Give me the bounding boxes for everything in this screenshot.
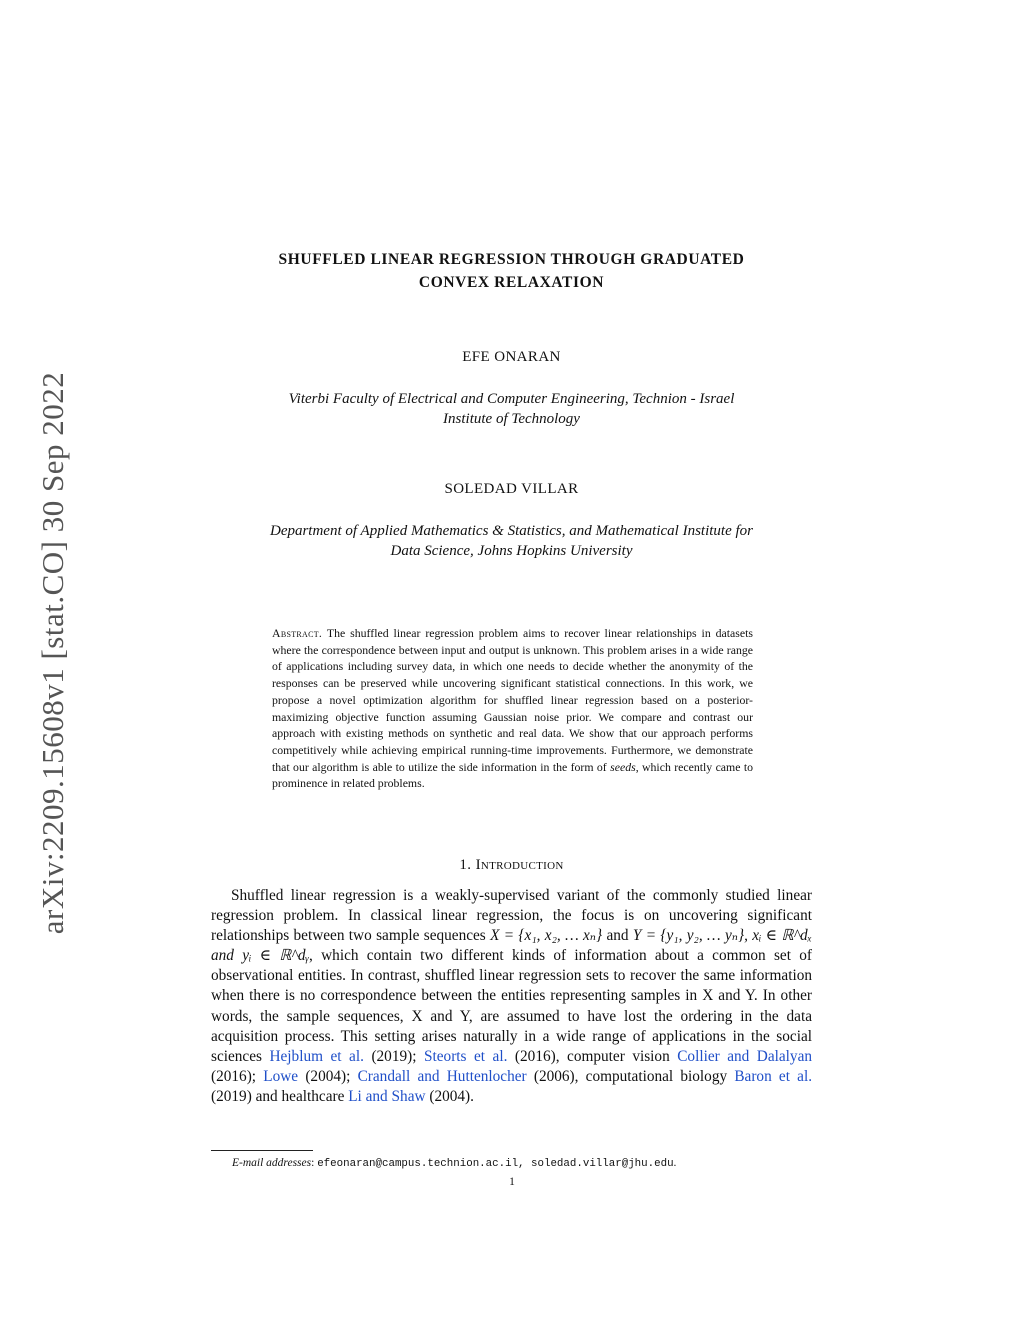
math-sequence-x: X = {x₁, x₂, … xₙ} [490,927,603,945]
citation-year: (2019) [211,1087,252,1105]
author-1-affil-line-2: Institute of Technology [443,411,580,427]
section-heading-introduction [211,857,812,874]
abstract-label: Abstract. [272,626,323,640]
abstract-seeds-term: seeds [610,759,636,774]
section-number: 1. [459,857,472,873]
intro-text-1: Shuffled linear regression is a weakly-supervised variant of the commonly studied linear regression problem. In classical linear regression, the focus is on uncovering significant relationships between two sample sequences [211,887,812,945]
intro-text-6: and healthcare [251,1087,349,1105]
section-title: Introduction [475,857,564,873]
citation-crandall-huttenlocher[interactable]: Crandall and Huttenlocher [357,1067,527,1085]
paper-title [211,248,812,294]
intro-text-4: , computer vision [555,1047,678,1065]
author-2-name: SOLEDAD VILLAR [444,481,579,497]
page-number: 1 [509,1176,515,1188]
arxiv-sidebar-stamp [28,348,78,958]
citation-year: (2004) [429,1087,471,1105]
arxiv-identifier: arXiv:2209.15608v1 [stat.CO] 30 Sep 2022 [35,371,70,935]
citation-year: (2016) [514,1047,556,1065]
author-2-affiliation [205,521,818,561]
citation-year: (2019) [371,1047,413,1065]
author-2-affil-line-2: Data Science, Johns Hopkins University [390,543,633,559]
citation-steorts[interactable]: Steorts et al. [424,1047,508,1065]
citation-separator: ; [346,1067,358,1085]
citation-year: (2004) [305,1067,347,1085]
citation-separator: ; [412,1047,424,1065]
footnote-label: E-mail addresses [232,1157,312,1169]
intro-text-7: . [470,1087,474,1105]
author-2-affil-line-1: Department of Applied Mathematics & Statistics, and Mathematical Institute for [269,523,753,539]
email-addresses: efeonaran@campus.technion.ac.il, soledad.villar@jhu.edu [317,1158,674,1170]
citation-baron[interactable]: Baron et al. [734,1067,813,1085]
author-1-affiliation [205,389,818,429]
intro-text-3: , which contain two different kinds of information about a common set of observational entities. In contrast, shuffled linear regression sets to recover the same information when there is no correspondence between the entities representing samples in X and Y. In other words, the sample sequences, X and Y, are assumed to have lost the ordering in the data acquisition process. This setting arises naturally in a wide range of applications in the social sciences [211,947,812,1065]
citation-lowe[interactable]: Lowe [263,1067,299,1085]
title-line-1: SHUFFLED LINEAR REGRESSION THROUGH GRADUATED [278,251,745,268]
author-1-name: EFE ONARAN [462,349,561,365]
citation-li-shaw[interactable]: Li and Shaw [348,1087,426,1105]
intro-text-2: and [602,927,633,945]
footnote-rule [211,1150,313,1151]
citation-year: (2006) [533,1067,575,1085]
citation-collier-dalalyan[interactable]: Collier and Dalalyan [677,1047,813,1065]
title-line-2: CONVEX RELAXATION [418,274,605,291]
citation-separator: ; [251,1067,264,1085]
introduction-paragraph [211,886,812,1107]
abstract [272,625,753,792]
abstract-text: The shuffled linear regression problem aims to recover linear relationships in datasets where the correspondence between input and output is unknown. This problem arises in a wide range of applications including survey data, in which one needs to decide whether the anonymity of the responses can be preserved while uncovering significant statistical connections. In this work, we propose a novel optimization algorithm for shuffled linear regression based on a posterior-maximizing objective function assuming Gaussian noise prior. We compare and contrast our approach with existing methods on synthetic and real data. We show that our approach performs competitively while achieving empirical running-time improvements. Furthermore, we demonstrate that our algorithm is able to utilize the side information in the form of [272,626,753,774]
footnote-emails: E-mail addresses: efeonaran@campus.technion.ac.il, soledad.villar@jhu.edu. [232,1157,677,1170]
abstract-text-end: , which recently came to prominence in related problems. [272,759,753,791]
intro-text-5: , computational biology [574,1067,735,1085]
citation-hejblum[interactable]: Hejblum et al. [269,1047,364,1065]
author-1-affil-line-1: Viterbi Faculty of Electrical and Computer Engineering, Technion - Israel [288,391,735,407]
citation-year: (2016) [211,1067,252,1085]
math-sequence-y: Y = {y₁, y₂, … yₙ}, xᵢ ∈ ℝ^dₓ and yᵢ ∈ ℝ^dᵧ [211,927,812,965]
